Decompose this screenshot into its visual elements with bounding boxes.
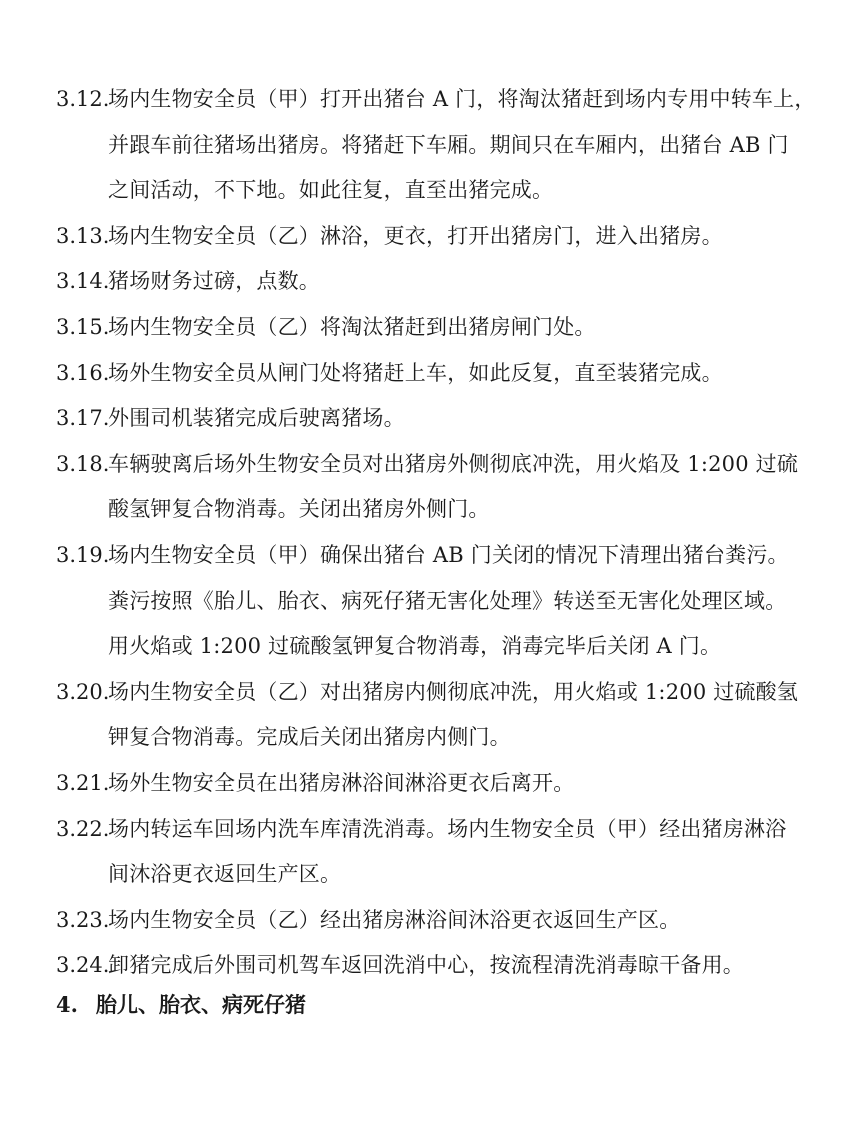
item-text-line: 间沐浴更衣返回生产区。 (108, 862, 342, 887)
item-text-line: 用火焰或 1:200 过硫酸氢钾复合物消毒，消毒完毕后关闭 A 门。 (108, 634, 722, 659)
item-text-line: 之间活动，不下地。如此往复，直至出猪完成。 (108, 178, 554, 203)
item-text-line: 场内生物安全员（乙）淋浴，更衣，打开出猪房门，进入出猪房。 (108, 223, 723, 248)
item-text-line: 场外生物安全员在出猪房淋浴间淋浴更衣后离开。 (108, 771, 575, 795)
item-number: 3.15. (56, 315, 110, 339)
item-number: 3.23. (56, 907, 110, 932)
item-number: 3.19. (56, 543, 110, 567)
item-text-line: 场内生物安全员（甲）确保出猪台 AB 门关闭的情况下清理出猪台粪污。 (108, 543, 789, 567)
item-text-line: 并跟车前往猪场出猪房。将猪赶下车厢。期间只在车厢内，出猪台 AB 门 (108, 132, 789, 157)
item-number: 3.18. (56, 451, 110, 476)
section-title: 胎儿、胎衣、病死仔猪 (96, 992, 306, 1017)
item-text-line: 酸氢钾复合物消毒。关闭出猪房外侧门。 (108, 497, 490, 522)
item-text-line: 场内生物安全员（乙）将淘汰猪赶到出猪房闸门处。 (108, 315, 596, 339)
item-text-line: 场内转运车回场内洗车库清洗消毒。场内生物安全员（甲）经出猪房淋浴 (108, 816, 787, 841)
item-number: 3.17. (56, 406, 110, 431)
item-text-line: 车辆驶离后场外生物安全员对出猪房外侧彻底冲洗，用火焰及 1:200 过硫 (108, 451, 799, 476)
item-number: 3.16. (56, 360, 110, 385)
section-number: 4. (56, 992, 78, 1017)
item-text-line: 场内生物安全员（乙）对出猪房内侧彻底冲洗，用火焰或 1:200 过硫酸氢 (108, 679, 799, 704)
item-text-line: 卸猪完成后外围司机驾车返回洗消中心，按流程清洗消毒晾干备用。 (108, 953, 744, 978)
section-heading (56, 990, 306, 1020)
item-text-line: 场内生物安全员（乙）经出猪房淋浴间沐浴更衣返回生产区。 (108, 907, 681, 932)
item-text-line: 场外生物安全员从闸门处将猪赶上车，如此反复，直至装猪完成。 (108, 360, 723, 385)
item-text-line: 钾复合物消毒。完成后关闭出猪房内侧门。 (108, 725, 511, 750)
item-text-line: 粪污按照《胎儿、胎衣、病死仔猪无害化处理》转送至无害化处理区域。 (108, 588, 787, 613)
item-number: 3.12. (56, 87, 110, 111)
item-number: 3.14. (56, 269, 110, 294)
item-number: 3.20. (56, 679, 110, 704)
item-number: 3.13. (56, 223, 110, 248)
item-number: 3.22. (56, 816, 110, 841)
item-number: 3.24. (56, 953, 110, 978)
item-number: 3.21. (56, 771, 110, 795)
item-text-line: 外围司机装猪完成后驶离猪场。 (108, 406, 405, 431)
item-text-line: 猪场财务过磅，点数。 (108, 269, 320, 294)
item-text-line: 场内生物安全员（甲）打开出猪台 A 门，将淘汰猪赶到场内专用中转车上， (108, 87, 816, 111)
